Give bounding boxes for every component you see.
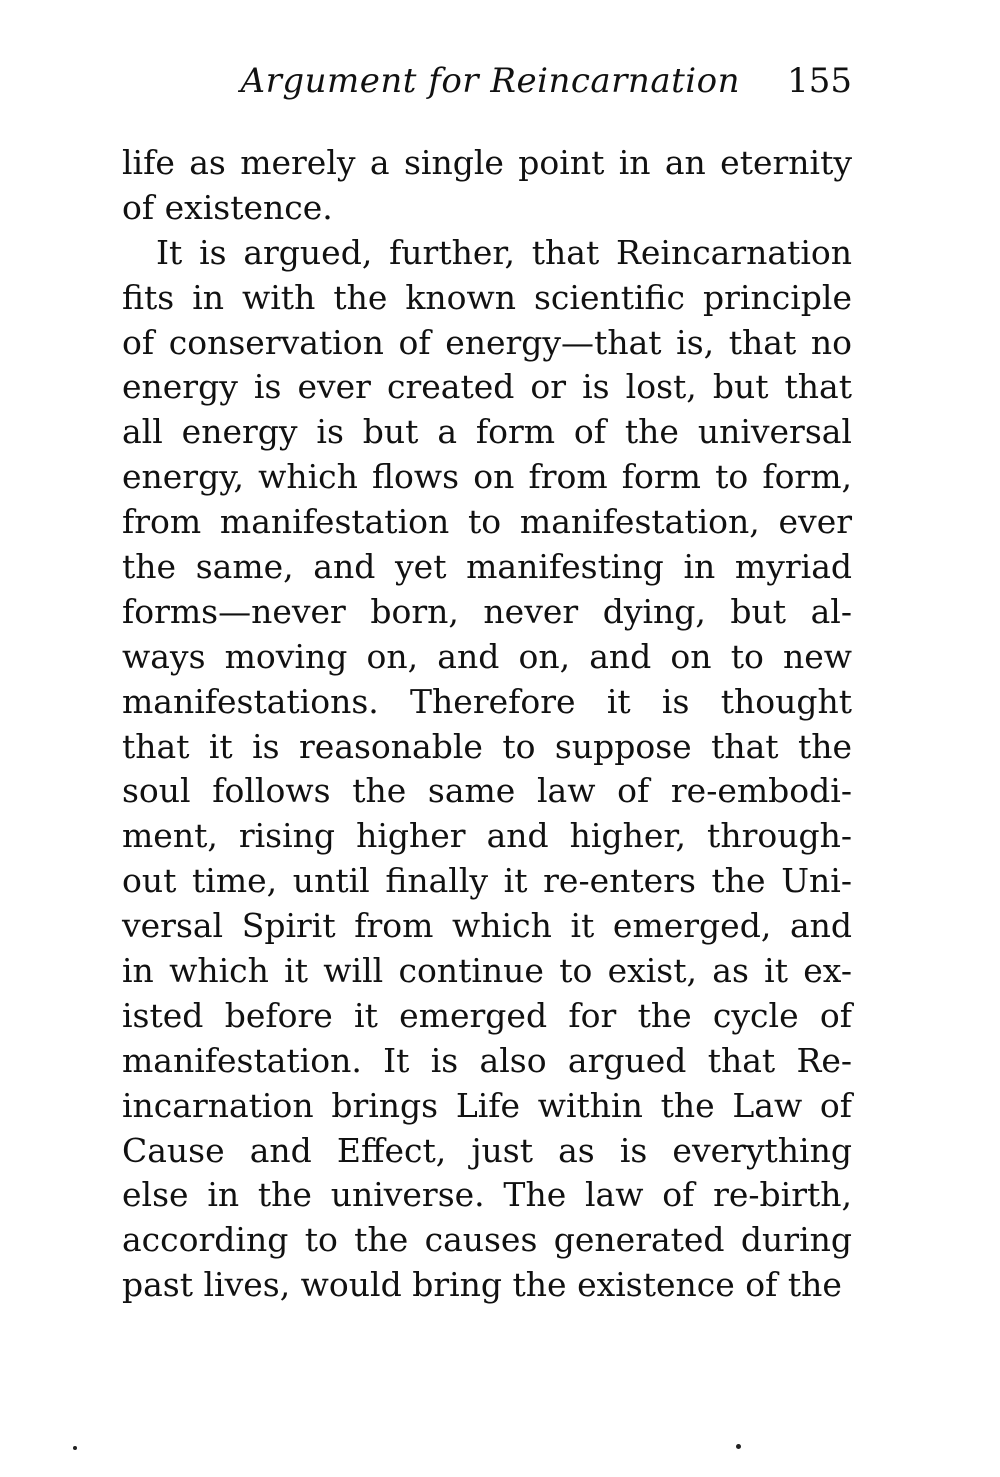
page-number: 155	[787, 61, 852, 101]
text-line: incarnation brings Life within the Law of	[122, 1085, 852, 1125]
text-line: that it is reasonable to suppose that the	[122, 726, 852, 766]
text-line: versal Spirit from which it emerged, and	[122, 906, 852, 946]
paragraph-first-line: It is argued, further, that Reincarnation	[156, 232, 852, 272]
running-header	[122, 56, 852, 106]
text-line: from manifestation to manifestation, ever	[122, 502, 852, 542]
text-line: ment, rising higher and higher, through-	[122, 816, 852, 856]
text-line: fits in with the known scientific principle	[122, 277, 852, 317]
scan-speck	[73, 1446, 77, 1450]
text-line: else in the universe. The law of re-birth,	[122, 1175, 852, 1215]
scan-speck	[736, 1444, 741, 1449]
text-line: out time, until finally it re-enters the Uni-	[122, 861, 852, 901]
text-line: in which it will continue to exist, as it ex-	[122, 951, 852, 991]
text-line: of conservation of energy—that is, that no	[122, 322, 852, 362]
text-line: manifestations. Therefore it is thought	[122, 681, 852, 721]
text-line: according to the causes generated during	[122, 1220, 852, 1260]
running-title: Argument for Reincarnation	[240, 61, 740, 101]
text-line: of existence.	[122, 187, 333, 227]
text-line: all energy is but a form of the universal	[122, 412, 852, 452]
text-line: the same, and yet manifesting in myriad	[122, 547, 852, 587]
text-line: manifestation. It is also argued that Re-	[122, 1040, 852, 1080]
text-line: Cause and Effect, just as is everything	[122, 1130, 852, 1170]
text-line: life as merely a single point in an eternity	[122, 143, 852, 182]
body-text	[122, 141, 852, 1308]
text-line: energy, which flows on from form to form,	[122, 457, 852, 497]
text-line: soul follows the same law of re-embodi-	[122, 771, 852, 811]
text-line: energy is ever created or is lost, but that	[122, 367, 852, 407]
text-line: ways moving on, and on, and on to new	[122, 636, 852, 676]
text-line: forms—never born, never dying, but al-	[122, 591, 852, 631]
text-line: isted before it emerged for the cycle of	[122, 995, 852, 1035]
text-line: past lives, would bring the existence of the	[122, 1265, 842, 1305]
